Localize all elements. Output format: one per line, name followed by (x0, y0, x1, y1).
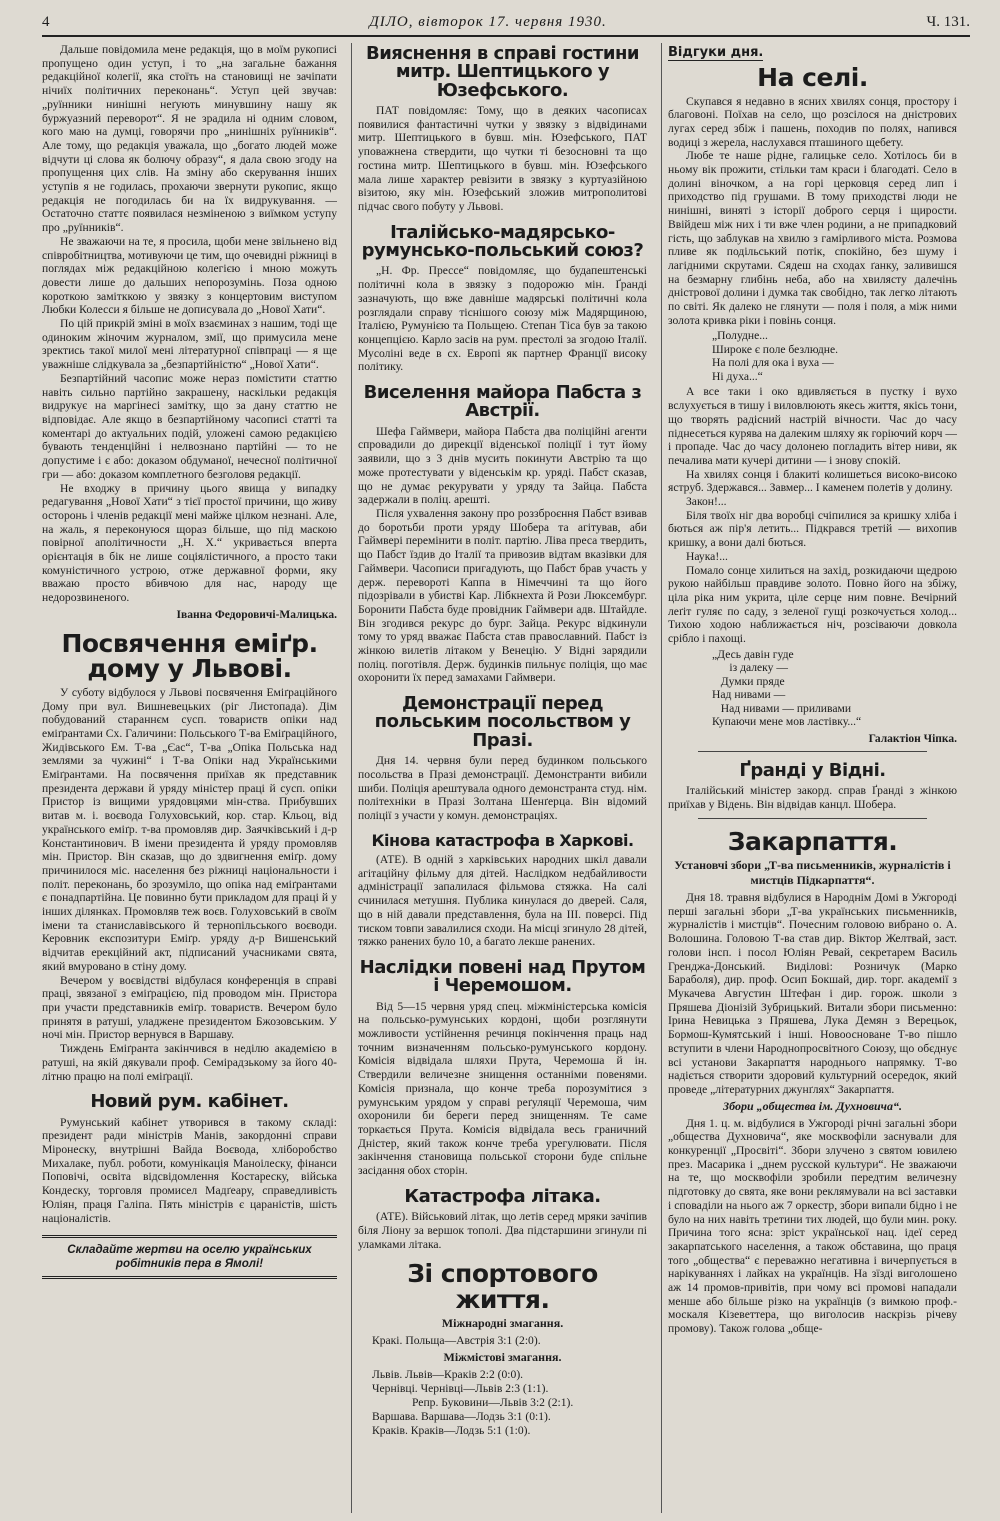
sport-international-results (358, 1334, 647, 1348)
union-headline: Італійсько-мадярсько-румунсько-польський союз? (361, 221, 644, 262)
sport-article (358, 1261, 647, 1438)
poem-line: Купаючи мене мов ластівку...“ (712, 715, 862, 729)
sport-subheading-international: Міжнародні змагання. (441, 1316, 564, 1331)
letter-paragraph: Не зважаючи на те, я просила, щоби мене звільнено від співробітництва, мотивуючи це тим, що очевидні ріжниці в поглядах між редакційною колегією і мною можуть довести лише до дальших непорозумінь. Поза одною короткою замітккою у звязку з концертовим виступом Любки Колесси я більше не дописувала до „Нової Хати“. (42, 234, 337, 317)
poem-line: із далеку — (712, 661, 788, 675)
sport-result: Варшава. Варшава—Лодзь 3:1 (0:1). (372, 1410, 551, 1424)
columns (42, 43, 970, 1513)
poem-line: Ні духа...“ (712, 369, 763, 383)
union-paragraph: „Н. Фр. Прессе“ повідомляє, що будапештенські політичні кола в звязку з подорожю мін. Ґранді зазначують, що вже давніше мадярські політичні кола розглядали справу тіснішого союзу між Мадярщиною, Італією, Румунією та Польщею. Степан Тіса був за такою концепцією. Карло засів на рум. престолі за згодою Італії. Мусоліні веде в сх. Европі як партнер Франції високу політику. (358, 264, 647, 374)
grandi-paragraph: Італійський міністер закорд. справ Ґранді з жінкою приїхав у Відень. Він відвідав канцл. Шобера. (668, 784, 957, 811)
poem-line: Широке є поле безлюдне. (712, 342, 839, 356)
plane-paragraph: (АТЕ). Військовий літак, що летів серед мряки зачіпив біля Ліону за вершок тополі. Два підстаршини згинули пі уламками літака. (358, 1210, 647, 1251)
union-article (358, 221, 647, 374)
kharkiv-headline: Кінова катастрофа в Харкові. (371, 830, 634, 850)
sport-headline: Зі спортового життя. (407, 1259, 598, 1314)
letter-article (42, 43, 337, 621)
flood-paragraph: Від 5—15 червня уряд спец. міжміністерська комісія на польсько-румунських кордоні, щоби розглянути можливости устійнення речинця покінчення праць над точним визначенням польсько-румунського кордону. Комісія відвідала шляхи Прута, Черемоша й ін. Ствердили величезне знищення останніми повенями. Комісія признала, що конче треба порозумітися з румунським урядом у справі реґуляції Черемоша, чим охоронили би береги перед знищенням. Те саме торкається Прута. Комісія відвідала весь граничний Дністер, який також конче треба урегулювати. Після закінчення становища польської сторони буде спільне засідання обох сторін. (358, 999, 647, 1178)
village-paragraph: Закон!... (686, 495, 727, 509)
grandi-headline: Ґранді у Відні. (739, 759, 886, 781)
column-2 (351, 43, 647, 1513)
sport-result: Кракі. Польща—Австрія 3:1 (2:0). (372, 1334, 541, 1348)
emigrant-headline: Посвячення еміґр. дому у Львові. (61, 628, 318, 684)
flood-article (358, 956, 647, 1178)
village-paragraph: Біля твоїх ніг два воробці счіпилися за кришку хліба і бються аж пір'я летить... Підкрався третій — вихопив кришку, а вони далі бються. (668, 508, 957, 550)
emigrant-paragraph: Тиждень Еміґранта закінчився в неділю академією в ратуші, на якій дякували проф. Семірадзькому за його 40-літню працю на полі еміґрації. (42, 1042, 337, 1083)
village-paragraph: Помало сонце хилиться на захід, розкидаючи щедрою рукою найбільш правдиве золото. Повно його на збіжу, ціла ріка ним укрита, ціле серце ним повне. Вечірний леґіт гуляє по саду, з зеленої гущі розкочується холод... Тихою ходою наближається ніч, розсіваючи довкола срібло і пахощі. (668, 563, 957, 646)
poem-line: На полі для ока і вуха — (712, 356, 834, 370)
village-paragraph: А все таки і око вдивляється в пустку і вухо вслухується в тишу і виловлюють якесь життя, якісь тони, що творять радісний настрій вічности. Час до часу піднесеться курява на далеким шляху як горіючий корч — і пропаде. Час до часу долонею погладить вітер ниви, як печалива мати кучері дитини — і знову спокій. (668, 385, 957, 467)
masthead-title: ДІЛО, вівторок 17. червня 1930. (369, 14, 607, 30)
kharkiv-article (358, 830, 647, 949)
sport-result: Краків. Краків—Лодзь 5:1 (1:0). (372, 1424, 531, 1438)
plane-article (358, 1185, 647, 1251)
masthead (42, 14, 970, 37)
pabst-paragraph: Шефа Гаймвери, майора Пабста два поліційні агенти спровадили до дирекції віденської поліції і тут йому заявили, що з 3 днів мусить покинути Австрію та що може протестувати у віденськім кр. уряді. Пабст сказав, що не думає рекурувати у уряду та Зайца. Пабста задержали в поліц. арешті. (358, 424, 647, 507)
rubric-label: Відгуки дня. (668, 45, 764, 60)
prague-paragraph: Дня 14. червня були перед будинком польського посольства в Празі демонстрації. Демонстранти вибили шиби. Поліція арештувала одного демонстранта студ. нім. політехніки в Празі Золтана Шенґерца. Він відомий поліції з участи у комун. демонстраціях. (358, 754, 647, 823)
village-paragraph: Наука!... (686, 549, 728, 563)
village-article (668, 43, 957, 745)
column-3 (661, 43, 957, 1513)
romania-headline: Новий рум. кабінет. (90, 1091, 289, 1113)
sheptytsky-paragraph: ПАТ повідомляє: Тому, що в деяких часописах появилися фантастичні чутки у звязку з відвідинами митр. Шептицького в бувш. мін. Юзефського, ПАТ уповажнена ствердити, що чутки ті безосновні та що гостина митр. Шептицького в бувш. мін. Юзефського мала лише характер ревізити в звязку з куртуазійною візитою, яку мін. Юзефський зложив митрополитові підчас свого побуту у Львові. (358, 104, 647, 213)
sport-result: Репр. Буковини—Львів 3:2 (2:1). (412, 1396, 574, 1410)
page-number: 4 (42, 14, 50, 30)
romania-article (42, 1093, 337, 1225)
poem-line: „Полудне... (712, 329, 768, 343)
issue-number: Ч. 131. (926, 14, 970, 30)
village-signature: Галактіон Чіпка. (868, 732, 957, 745)
transcarpathia-subheading: Збори „общества ім. Духновича“. (723, 1098, 902, 1113)
emigrant-article (42, 628, 337, 1083)
letter-paragraph: Безпартійний часопис може нераз помістити статтю навіть сильно партійно закрашену, наскільки редакція видрукує на маргінесі замітку, що за дану статтю не відповідає. Але якщо в безпартійному часописі статті та коментарі до актуальних подій, уложені самою редакцією бувають тенденційні і нелвознано партійні — то не допустиме і є або: доказом обдуманої, нечесної політичної гри — або: доказом комплетного безголовя редакції. (42, 371, 337, 481)
letter-paragraph: Не входжу в причину цього явища у випадку редагування „Нової Хати“ з тієї простої причини, що живу осторонь і членів редакції мені майже цілком незнані. Але, на жаль, я переконуюся щораз більше, що під маскою повірної аполітичности „Н. Х.“ укривається вперта орієнтація в бік не лише соціялістичного, а просто таки комуністичного устрою, отже державної форми, яку вважаю просто вбивчою для нас, народу ще недорозвиненого. (42, 481, 337, 605)
sport-result: Львів. Львів—Краків 2:2 (0:0). (372, 1368, 524, 1382)
romania-paragraph: Румунський кабінет утворився в такому складі: президент ради міністрів Манів, закордонні справи Міронеску, внутрішні Вайда Воєвода, хліборобство Михалаке, публ. роботи, комунікація Маноілеску, фінанси Поповічі, освіта відсвідомлення Костареску, війська Кондеску, торговля промисел Мадґеару, справедливість Юліян, праця Галіпа. Пять міністрів є цараністів, шість націоналістів. (42, 1115, 337, 1225)
poem-line: „Десь давін гуде (712, 647, 794, 661)
sport-subheading-intercity: Міжмістові змагання. (443, 1350, 562, 1365)
village-poem (668, 648, 957, 729)
pabst-article (358, 384, 647, 685)
plane-headline: Катастрофа літака. (404, 1185, 601, 1207)
village-paragraph: Скупався я недавно в ясних хвилях сонця, простору і благовоні. Поїхав на село, що розсілося на дністрових лугах серед збіж і пашень, походив по полях, напився водиці з жерела, наслухався пташиного щебету. (668, 94, 957, 149)
transcarpathia-article (668, 826, 957, 1336)
letter-paragraph: По цій прикрій зміні в моїх взаєминах з нашим, тоді ще одиноким жіночим журналом, змії, що примусила мене зректись такої милої мені літературної співпраці — я ще уважніше слідкувала за „безпартійністю“ „Нової Хати“. (42, 317, 337, 372)
divider (698, 751, 927, 752)
sport-result: Чернівці. Чернівці—Львів 2:3 (1:1). (372, 1382, 549, 1396)
donation-notice: Складайте жертви на оселю українських робітників пера в Ямолі! (42, 1235, 337, 1279)
sheptytsky-article (358, 45, 647, 214)
flood-headline: Наслідки повені над Прутом і Черемошом. (359, 956, 646, 997)
transcarpathia-subtitle: Установчі збори „Т-ва письменників, журналістів і мистців Підкарпаття“. (674, 858, 951, 888)
sheptytsky-headline: Вияснення в справі гостини митр. Шептицького у Юзефського. (365, 43, 640, 101)
village-paragraph: Любе те наше рідне, галицьке село. Хотілось би в ньому вік прожити, стільки там краси і благодаті. Село в долині віночком, а на горі церковця серед лип і приходство під грушами. В тому приходстві люди не нинішні, виняті з історії доброго серця і щирости. Ввійдеш між них і ти вже член родини, а не припадковий гість, що заблукав на хвилю з гамірливого міста. Розмова пливе як подільський потік, спокійно, без шуму і лагідними скрутами. Сядеш на сходах ґанку, заливишся на безмарну глибінь неба, або на хвилясту далечінь дністрової долини і думка так свобідно, так легко літають по світі. Як далеко не глянути — поля і поля, а між ними золота кривка ріки і повінь сонця. (668, 149, 957, 327)
emigrant-paragraph: У суботу відбулося у Львові посвячення Еміґраційного Дому при вул. Вишневецьких (ріг Листопада). Дім побудований стараннєм сусп. товариств опіки над еміґрантами Сх. Галичини: Польського Т-ва Еміґраційного, Жидівського Ем. Т-ва „Єас“, Т-ва „Опіка Польська над землями за чужині“ і Т-ва Опіки над Українськими Еміґрантами. На посвячення приїхав як представник президента держави й уряду міністер праці й сусп. опіки Пристор із вищими урядовцями мін-ства. Прибувших витав м. і. воєвода Голуховський, кор. стар. Кльоц, від українського еміґр. т-ва промовляв дир. Заячківський і д-р Константинович. В імени президента й уряду промовляв мін. Пристор. Він сказав, що до здвигнення еміґр. дому причинилося міс. населення без ріжниці національности і політ. переконань, бо зрозуміло, що опіка над еміґрантами є понадпартійна. Це повинно бути прикладом для праці й у інших ділянках. Промовляв теж воєв. Голуховський в своїм імени та станиславівського й тернопільського воєводи. Керовник експозитури Еміґр. уряду д-р Вишенський відчитав ерекційний акт, підписаний учасниками свята, який вмуровано в стіну дому. (42, 685, 337, 973)
pabst-headline: Виселення майора Пабста з Австрії. (363, 382, 642, 422)
transcarpathia-paragraph: Дня 1. ц. м. відбулися в Ужгороді річні загальні збори „общества Духновича“, яке москвофіли заснували для конкуренції „Просвіті“. Збори злучено з святом ювилею през. Масарика і „днем русской культури“. Не зважаючи на те, що москвофіли зробили передтим величезну підготовку до свята, яке вони реклямували на всі заставки і споваділи на нього аж 7 оркестр, збори випали бідно і не було на них навіть третини тих людей, що були мин. року. Причина того ясна: зріст української нац. ідеї серед закарпатського населення, а також обставина, що праця того „общества“ є переважно негативна і вичерпується в нарікуваннях і лайках на українців. На зїзді виголошено аж 14 промов-привітів, при чому всі промові нападали менше або більше різко на українців (з вимкою проф.-москаля Кізеветтера, що виголосив наскрізь річеву промову). Також голова „обще- (668, 1116, 957, 1336)
column-1 (42, 43, 337, 1513)
letter-signature: Іванна Федоровичі-Малицька. (176, 608, 337, 621)
village-paragraph: На хвилях сонця і блакиті колишеться високо-високо яструб. Здержався... Завмер... І каменем полетів у долину. (668, 467, 957, 495)
letter-paragraph: Дальше повідомила мене редакція, що в моїм рукописі пропущено один уступ, і то „на загальне бажання редакційної колегії, яка стоїть на становищі не зачіпати нічиїх політичних переконань“. Уступ цей звучав: „руїнники нинішні неґують минувшину нашу як буржуазний переворот“. Я не зрадила ні одним словом, кого маю на думці, говорячи про „нинішніх руїнників“. Але тому, що редакція уважала, що „богато людей може відчути ці слова як болючу образу“, я дала свою згоду на пропущення цих слів. На зміну або скерування інших уступів я не годилась, прохаючи звернути рукопис, якщо редакція не погодилась би на їх видрукування. — Остаточно статтє появилася незміненою з виїмком уступу про „руїнників“. (42, 43, 337, 235)
kharkiv-paragraph: (АТЕ). В одній з харківських народних шкіл давали агітаційну фільму для дітей. Наслідком недбайливости адміністрації запалилася фільмова стяжка. На салі счинилася метушня. Публика кинулася до дверей. Саля, що в ній давали представлення, була на III. поверсі. Під тиском товпи завалилися сходи. На місці згинуло 28 дітей, тяжко ранених було 10, а багато лекше ранених. (358, 853, 647, 949)
pabst-paragraph: Після ухвалення закону про роззброєння Пабст взивав до боротьби проти уряду Шобера та агітував, аби Гаймвері перемінити в політ. партію. Ліва преса твердить, що Пабст їздив до Італії та привозив відтам вказівки для Гаймвери. Часописи пригадують, що Пабст брав участь у держ. перевороті Каппа в Німеччині та що його підозрівали в убистві Кар. Лібкнехта й Рози Люксембург. Боронити Пабста буде провідник Гаймвери адв. Штайдле. Він згодився рекурс до бург. Зайца. Рекурс відкинули тому то уряд вважає Пабста став православний. Пабст із жінкою вилетів літаком у Венецію. У Відні зарядили поліц. поготівля. Держ. будинків пильнує поліція, що має охоронити їх перед замахами Гаймвери. (358, 506, 647, 685)
sport-intercity-results (358, 1368, 647, 1438)
grandi-article (668, 759, 957, 812)
poem-line: Над нивами — (712, 688, 786, 702)
prague-headline: Демонстрації перед польським посольством у Празі. (374, 693, 631, 751)
divider (698, 818, 927, 819)
transcarpathia-paragraph: Дня 18. травня відбулися в Народнім Домі в Ужгороді перші загальні збори „Т-ва українських письменників, журналістів і мистців“. Почесним головою вибрано о. А. Волошина. Головою Т-ва став дир. Віктор Желтвай, заст. голови інсп. і посол Юліян Ревай, секретарем Василь Гренджа-Донський. Виділові: Розничук (Марко Бараболя), дир. проф. Осип Бокшай, дир. торг. академії з Мукачева Августин Штефан і дир. горож. школи з Пряшева Діонізій Зубрицький. Витали збори письменно: Ірина Невицька з Пряшева, Лука Демян з Верецьок, Бормош-Кумятський і інші. Новоосноване Т-во пішло вступити в члени Народнопросвітного Союзу, що обєднує всі установи Закарпаття народнього напрямку. Т-во надіється створити здоровий культурний осередок, який проведе „літературних джунґлях“ Закарпаття. (668, 891, 957, 1096)
prague-article (358, 695, 647, 823)
village-headline: На селі. (757, 63, 868, 92)
emigrant-paragraph: Вечером у воєвідстві відбулася конференція в справі праці, звязаної з еміґрацією, під проводом мін. Пристора при участи представників еміґр. товариств. Вечером було принятя в ратуші, уладжене президентом Бжозовським. У ночі мін. Пристор вернувся в Варшаву. (42, 973, 337, 1042)
transcarpathia-headline: Закарпаття. (727, 826, 898, 856)
village-poem (668, 329, 957, 383)
poem-line: Думки пряде (712, 674, 785, 688)
poem-line: Над нивами — приливами (712, 701, 852, 715)
